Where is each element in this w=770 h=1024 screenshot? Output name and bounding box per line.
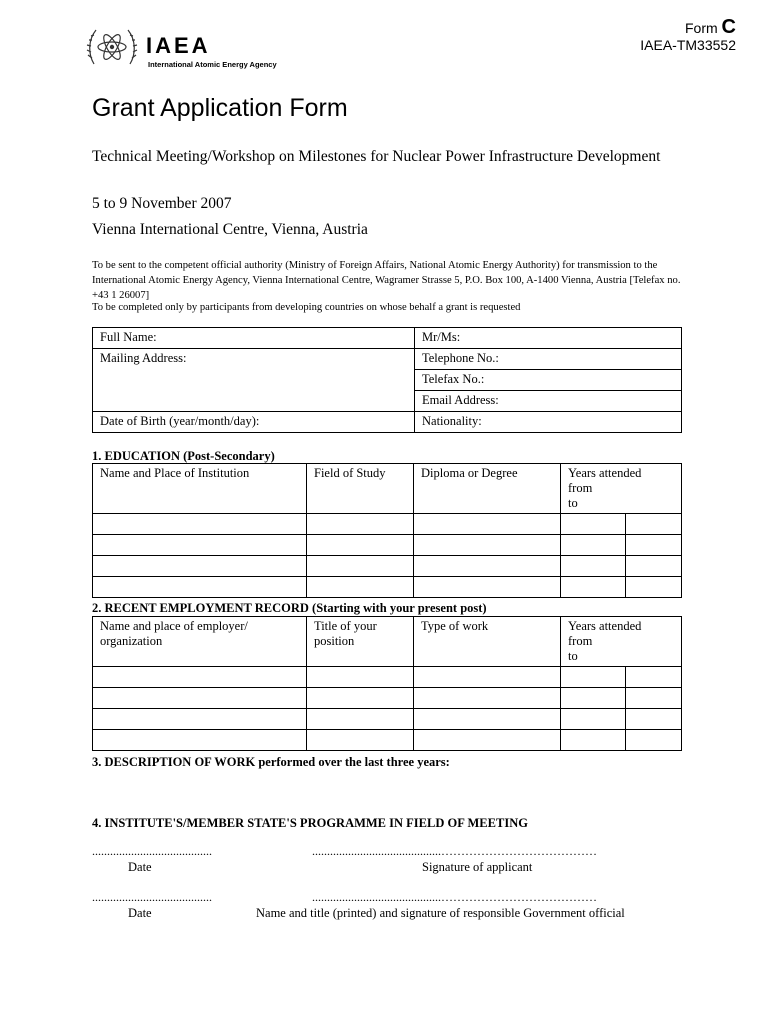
table-cell[interactable]: [93, 577, 307, 598]
table-cell[interactable]: [414, 688, 561, 709]
applicant-signature-label: Signature of applicant: [422, 860, 533, 874]
table-cell[interactable]: [307, 577, 414, 598]
table-cell[interactable]: [307, 709, 414, 730]
personal-details-table: [92, 327, 682, 433]
table-cell[interactable]: [414, 556, 561, 577]
dob-field[interactable]: Date of Birth (year/month/day):: [93, 412, 415, 433]
table-cell[interactable]: [307, 535, 414, 556]
date-line-1[interactable]: ........................................: [92, 844, 212, 858]
table-row: [93, 556, 682, 577]
employment-table: [92, 616, 682, 751]
table-cell[interactable]: [93, 709, 307, 730]
mailing-address-field[interactable]: Mailing Address:: [93, 349, 415, 412]
education-heading: 1. EDUCATION (Post-Secondary): [92, 449, 275, 463]
table-cell[interactable]: [561, 730, 626, 751]
meeting-dates: 5 to 9 November 2007: [92, 195, 232, 212]
table-cell[interactable]: [626, 667, 682, 688]
page-title: Grant Application Form: [92, 94, 348, 122]
table-cell[interactable]: [561, 514, 626, 535]
table-cell[interactable]: [561, 667, 626, 688]
table-cell[interactable]: [93, 556, 307, 577]
years-attended-label: Years attended: [568, 619, 642, 633]
table-cell[interactable]: [414, 577, 561, 598]
from-label: from: [568, 481, 593, 495]
table-cell[interactable]: [626, 577, 682, 598]
org-acronym: IAEA: [146, 33, 211, 58]
table-cell[interactable]: [414, 730, 561, 751]
table-row: [93, 709, 682, 730]
to-label: to: [568, 496, 578, 510]
table-row: [93, 688, 682, 709]
table-row: [93, 730, 682, 751]
table-cell[interactable]: [93, 667, 307, 688]
nationality-field[interactable]: Nationality:: [415, 412, 682, 433]
table-cell[interactable]: [626, 556, 682, 577]
table-cell[interactable]: [626, 514, 682, 535]
table-cell[interactable]: [93, 688, 307, 709]
date-label-2: Date: [128, 906, 152, 920]
eligibility-note: To be completed only by participants from developing countries on whose behalf a grant is requested: [92, 302, 521, 313]
telephone-field[interactable]: Telephone No.:: [415, 349, 682, 370]
table-cell[interactable]: [307, 514, 414, 535]
employment-heading: 2. RECENT EMPLOYMENT RECORD (Starting with your present post): [92, 601, 487, 615]
meeting-venue: Vienna International Centre, Vienna, Austria: [92, 221, 368, 238]
table-cell[interactable]: [626, 709, 682, 730]
table-row: [93, 667, 682, 688]
table-cell[interactable]: [561, 556, 626, 577]
col-field-of-study: Field of Study: [307, 464, 414, 514]
to-label: to: [568, 649, 578, 663]
education-table: [92, 463, 682, 598]
table-cell[interactable]: [414, 667, 561, 688]
from-label: from: [568, 634, 593, 648]
table-cell[interactable]: [307, 556, 414, 577]
table-cell[interactable]: [93, 535, 307, 556]
mr-ms-field[interactable]: Mr/Ms:: [415, 328, 682, 349]
email-field[interactable]: Email Address:: [415, 391, 682, 412]
col-institution: Name and Place of Institution: [93, 464, 307, 514]
years-attended-label: Years attended: [568, 466, 642, 480]
table-cell[interactable]: [626, 730, 682, 751]
send-to-note: To be sent to the competent official authority (Ministry of Foreign Affairs, National Atomic Energy Authority) for transmission to the International Atomic Energy Agency, Vienna International Centre, Wagramer Strasse 5, P.O. Box 100, A-1400 Vienna, Austria [Telefax no. +43 1 26007]: [92, 260, 681, 301]
iaea-emblem-icon: [86, 24, 138, 70]
table-row: [93, 577, 682, 598]
col-position-title: Title of your position: [307, 617, 414, 667]
org-name: International Atomic Energy Agency: [148, 60, 277, 69]
date-line-2[interactable]: ........................................: [92, 890, 212, 904]
table-cell[interactable]: [561, 709, 626, 730]
table-cell[interactable]: [307, 730, 414, 751]
col-employer: Name and place of employer/ organization: [93, 617, 307, 667]
meeting-name: Technical Meeting/Workshop on Milestones for Nuclear Power Infrastructure Development: [92, 148, 661, 165]
telefax-field[interactable]: Telefax No.:: [415, 370, 682, 391]
applicant-signature-line[interactable]: ...........................................…………………………………: [312, 844, 597, 858]
form-label: [685, 16, 736, 39]
table-cell[interactable]: [93, 730, 307, 751]
form-code: IAEA-TM33552: [640, 37, 736, 53]
full-name-field[interactable]: Full Name:: [93, 328, 415, 349]
official-signature-line[interactable]: ...........................................…………………………………: [312, 890, 597, 904]
table-cell[interactable]: [414, 535, 561, 556]
col-years-attended: [561, 617, 682, 667]
table-cell[interactable]: [307, 667, 414, 688]
date-label-1: Date: [128, 860, 152, 874]
official-signature-label: Name and title (printed) and signature of responsible Government official: [256, 906, 625, 920]
table-cell[interactable]: [93, 514, 307, 535]
description-heading: 3. DESCRIPTION OF WORK performed over the last three years:: [92, 755, 450, 769]
form-letter: C: [721, 16, 736, 38]
col-type-of-work: Type of work: [414, 617, 561, 667]
table-row: [93, 514, 682, 535]
table-cell[interactable]: [414, 709, 561, 730]
table-cell[interactable]: [626, 688, 682, 709]
institute-heading: 4. INSTITUTE'S/MEMBER STATE'S PROGRAMME IN FIELD OF MEETING: [92, 816, 528, 830]
table-cell[interactable]: [561, 577, 626, 598]
col-years-attended: [561, 464, 682, 514]
table-cell[interactable]: [561, 535, 626, 556]
form-word: Form: [684, 20, 718, 36]
table-cell[interactable]: [561, 688, 626, 709]
table-cell[interactable]: [307, 688, 414, 709]
table-cell[interactable]: [414, 514, 561, 535]
table-row: [93, 535, 682, 556]
col-diploma: Diploma or Degree: [414, 464, 561, 514]
table-cell[interactable]: [626, 535, 682, 556]
